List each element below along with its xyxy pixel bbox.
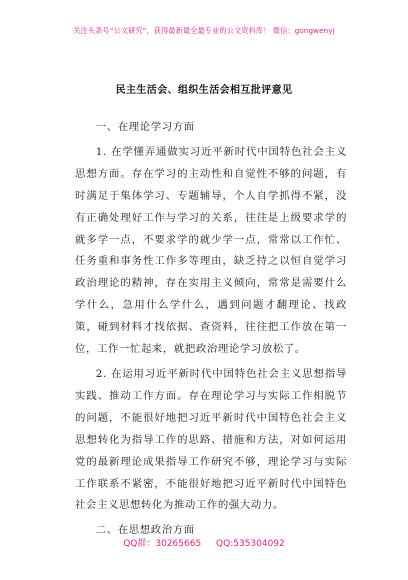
paragraph-1: 1. 在学懂弄通做实习近平新时代中国特色社会主义思想方面。存在学习的主动性和自觉性不够的问题，有时满足于集体学习、专题辅导，个人自学抓得不紧，没有正确处理好工作与学习的关系，往往是上级要求学的就多学一点，不要求学的就少学一点，常常以工作忙、任务重和事务性工作多等理由，缺乏持之以恒自觉学习政治理论的精神，存在实用主义倾向，常常是需要什么学什么，急用什么学什么，遇到问题才翻理论、找政策，碰到材料才找依据、查资料，往往把工作放在第一位，工作一忙起来，就把政治理论学习放松了。	[75, 145, 347, 356]
header-banner: 关注头条号“公文研究”，获得最新最全最专业的公文资料库！ 微信：gongwenyj	[73, 26, 335, 35]
document-title: 民主生活会、组织生活会相互批评意见	[115, 85, 293, 96]
footer-qq-group: QQ群：30265665	[123, 539, 202, 549]
document-body	[75, 117, 347, 542]
section-heading-theory: 一、在理论学习方面	[95, 121, 195, 133]
footer-qq: QQ:535304092	[216, 539, 285, 549]
footer-contact	[0, 536, 408, 549]
section-heading-politics: 二、在思想政治方面	[95, 524, 195, 537]
paragraph-2: 2. 在运用习近平新时代中国特色社会主义思想指导实践、推动工作方面。存在理论学习与实际工作相脱节的问题，不能很好地把习近平新时代中国特色社会主义思想转化为指导工作的思路、措施和方法，对如何运用党的最新理论成果指导工作研究不够，理论学习与实际工作联系不紧密，不能很好地把习近平新时代中国特色社会主义思想转化为推动工作的强大动力。	[75, 367, 347, 512]
